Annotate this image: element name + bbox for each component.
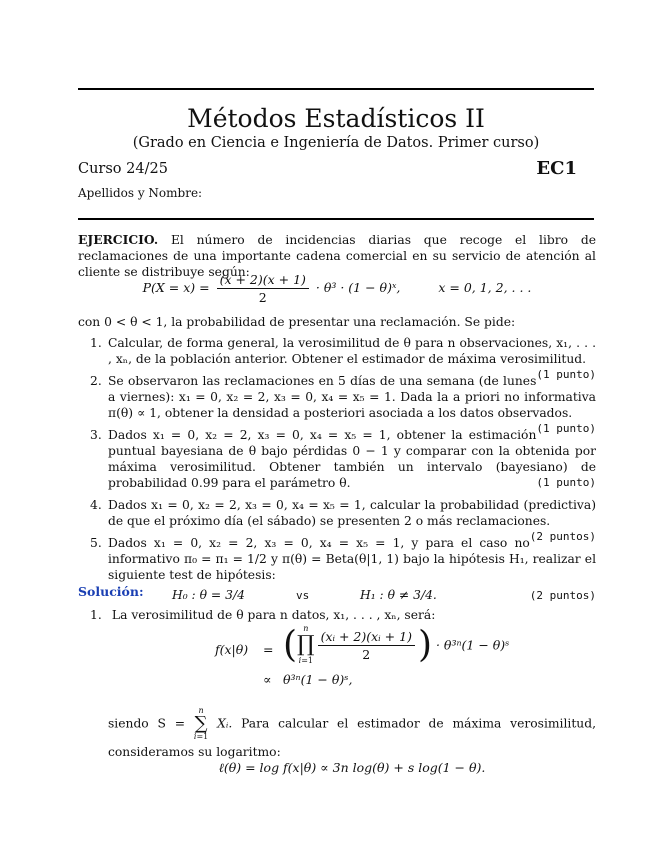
list-item: 3. Dados x₁ = 0, x₂ = 2, x₃ = 0, x₄ = x₅ = 1, obtener la estimación puntual bayesiana de θ bajo pérdidas 0 − 1 y comparar con la obtenida por máxima verosimilitud. Obtener también un intervalo (bayesiano) de probabilidad 0.99 para el parámetro θ. (1 punto) — [90, 428, 596, 490]
list-item: 4. Dados x₁ = 0, x₂ = 2, x₃ = 0, x₄ = x₅ = 1, calcular la probabilidad (predictiva) de que el próximo día (el sábado) se presenten 2 o más reclamaciones. (2 puntos) — [90, 498, 596, 543]
product-symbol: n ∏ i=1 — [297, 624, 315, 665]
solution-title: Solución: — [78, 584, 144, 599]
pmf-formula — [78, 272, 596, 305]
list-item: 5. Dados x₁ = 0, x₂ = 2, x₃ = 0, x₄ = x₅ = 1, y para el caso no informativo π₀ = π₁ = 1/2 y π(θ) = Beta(θ|1, 1) bajo la hipótesis H₁, realizar el siguiente test de hipótesis: H₀ : θ = 3/4 vs H₁ : θ ≠ 3/4. (2 puntos) — [78, 535, 596, 605]
log-likelihood: ℓ(θ) = log f(x|θ) ∝ 3n log(θ) + s log(1 − θ). — [218, 760, 486, 775]
formula-numerator: (x + 2)(x + 1) — [217, 272, 309, 289]
solution-item-1: 1. La verosimilitud de θ para n datos, x₁, . . . , xₙ, será: — [90, 608, 436, 622]
eq2-rhs: θ³ⁿ(1 − θ)ˢ, — [283, 672, 353, 687]
points-label: (2 puntos) — [529, 589, 596, 602]
eq1-numerator: (xᵢ + 2)(xᵢ + 1) — [318, 629, 415, 646]
eq1-fraction — [318, 629, 415, 662]
exercise-intro-text: El número de incidencias diarias que recoge el libro de reclamaciones de una importante cadena comercial en su servicio de atención al cliente se distribuye según: — [78, 233, 596, 279]
eq1-denominator: 2 — [362, 646, 371, 662]
vs-label: vs — [296, 589, 310, 602]
formula-fraction — [217, 272, 309, 305]
likelihood-eq1: f(x|θ) = ( n ∏ i=1 $\frac{\text{(xᵢ + 2)(xᵢ + 1)}}{2}$ ) · θ³ⁿ(1 − θ)ˢ — [215, 624, 510, 666]
exercise-items — [78, 335, 596, 611]
eq1-lhs: f(x|θ) — [215, 642, 249, 657]
formula-rhs: · θ³ · (1 − θ)ˣ, — [315, 280, 401, 295]
siendo-sum: Xᵢ. — [217, 716, 233, 731]
siendo-post: Para calcular el estimador de máxima verosimilitud, consideramos su logaritmo: — [108, 716, 596, 759]
formula-domain: x = 0, 1, 2, . . . — [438, 280, 532, 295]
exercise-label: EJERCICIO. — [78, 232, 159, 247]
eq2-sym: ∝ — [263, 672, 272, 687]
name-field-label: Apellidos y Nombre: — [78, 186, 203, 200]
eq1-rhs: · θ³ⁿ(1 − θ)ˢ — [435, 637, 510, 653]
siendo-paragraph — [108, 706, 596, 762]
exercise-condition: con 0 < θ < 1, la probabilidad de presentar una reclamación. Se pide: — [78, 315, 516, 329]
siendo-pre: siendo S = — [108, 716, 186, 731]
hypothesis-test — [108, 587, 596, 605]
sum-symbol: n ∑ i=1 — [193, 706, 209, 741]
points-label: (1 punto) — [536, 422, 596, 435]
eq1-eq: = — [263, 642, 274, 657]
header-rule — [78, 218, 594, 220]
solution-intro: La verosimilitud de θ para n datos, x₁, . . . , xₙ, será: — [111, 608, 436, 622]
top-rule — [78, 88, 594, 90]
formula-denominator: 2 — [258, 290, 267, 305]
points-label: (1 punto) — [536, 476, 596, 489]
page-subtitle: (Grado en Ciencia e Ingeniería de Datos. Primer curso) — [132, 135, 540, 151]
points-label: (1 punto) — [536, 368, 596, 381]
list-item: 2. Se observaron las reclamaciones en 5 días de una semana (de lunes a viernes): x₁ = 0, x₂ = 2, x₃ = 0, x₄ = x₅ = 1. Dada la a priori no informativa π(θ) ∝ 1, obtener la densidad a posteriori asociada a los datos observados. (1 punto) — [90, 374, 596, 435]
formula-lhs: P(X = x) = — [142, 280, 210, 295]
exam-code: EC1 — [536, 158, 577, 179]
course-label: Curso 24/25 — [78, 161, 168, 177]
h0: H₀ : θ = 3/4 — [172, 588, 245, 602]
h1: H₁ : θ ≠ 3/4. — [360, 588, 437, 602]
page-title: Métodos Estadísticos II — [187, 104, 485, 133]
list-item: 1. Calcular, de forma general, la verosimilitud de θ para n observaciones, x₁, . . . , xₙ, de la población anterior. Obtener el estimador de máxima verosimilitud. (1 punto) — [90, 336, 596, 381]
points-label: (2 puntos) — [529, 530, 596, 543]
